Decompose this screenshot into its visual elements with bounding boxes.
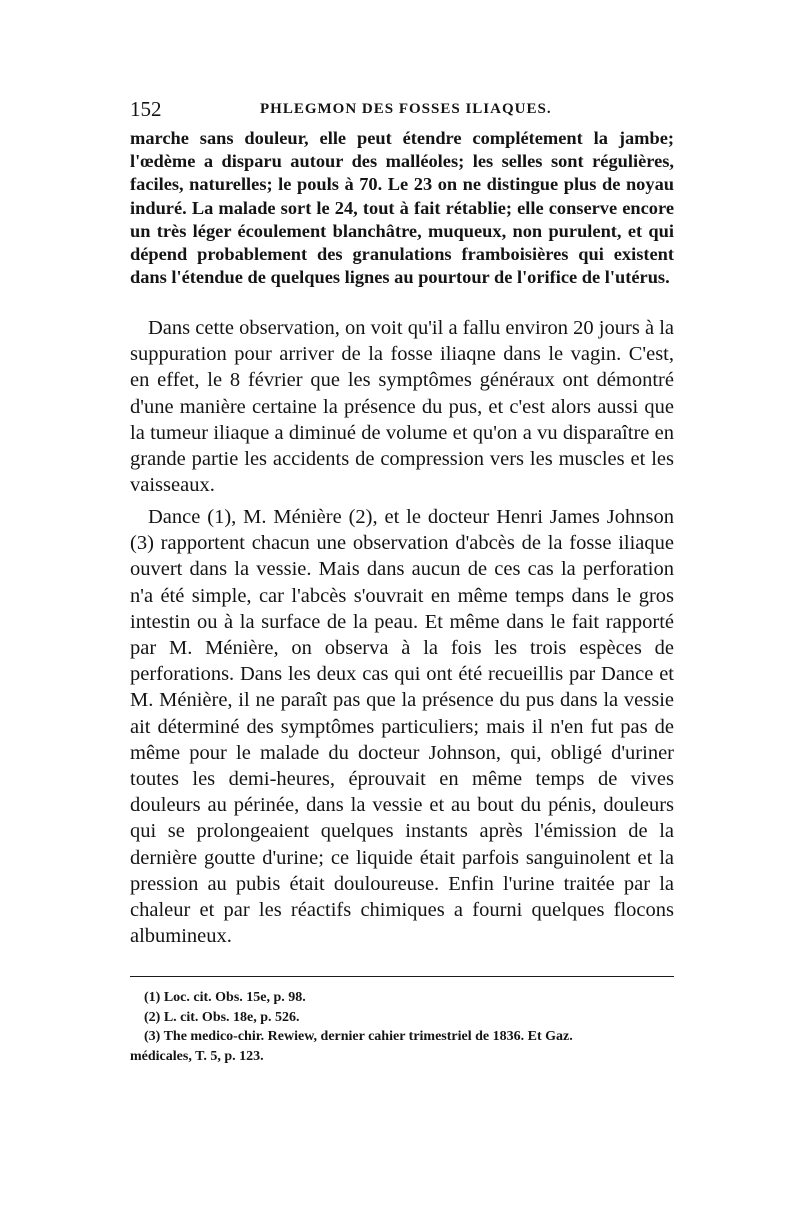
footnote-3: (3) The medico-chir. Rewiew, dernier cahier trimestriel de 1836. Et Gaz. (144, 1029, 573, 1044)
footnotes (130, 988, 674, 1066)
footnote-divider (130, 976, 674, 977)
page-number: 152 (130, 97, 162, 121)
page-header (130, 96, 675, 122)
paragraph-continued: marche sans douleur, elle peut étendre complétement la jambe; l'œdème a disparu autour des malléoles; les selles sont régulières, faciles, naturelles; le pouls à 70. Le 23 on ne distingue plus de noyau induré. La malade sort le 24, tout à fait rétablie; elle conserve encore un très léger écoulement blanchâtre, muqueux, non purulent, et qui dépend probablement des granulations framboisières qui existent dans l'étendue de quelques lignes au pourtour de l'orifice de l'utérus. (130, 128, 674, 288)
paragraph-observation: Dans cette observation, on voit qu'il a fallu environ 20 jours à la suppuration pour arriver de la fosse iliaqne dans le vagin. C'est, en effet, le 8 février que les symptômes généraux ont démontré d'une manière certaine la présence du pus, et c'est alors aussi que la tumeur iliaque a diminué de volume et qu'on a vu disparaître en grande partie les accidents de compression vers les muscles et les vaisseaux. (130, 317, 674, 497)
footnote-3-continued: médicales, T. 5, p. 123. (130, 1048, 264, 1064)
paragraph-bladder-abscess: Dance (1), M. Ménière (2), et le docteur Henri James Johnson (3) rapportent chacun une observation d'abcès de la fosse iliaque ouvert dans la vessie. Mais dans aucun de ces cas la perforation n'a été simple, car l'abcès s'ouvrait en même temps dans le gros intestin ou à la surface de la peau. Et même dans le fait rapporté par M. Ménière, on observa à la fois les trois espèces de perforations. Dans les deux cas qui ont été recueillis par Dance et M. Ménière, il ne paraît pas que la présence du pus dans la vessie ait déterminé des symptômes particuliers; mais il n'en fut pas de même pour le malade du docteur Johnson, qui, obligé d'uriner toutes les demi-heures, éprouvait en même temps de vives douleurs au périnée, dans la vessie et au bout du pénis, douleurs qui se prolongeaient quelques instants après l'émission de la dernière goutte d'urine; ce liquide était parfois sanguinolent et la pression au pubis était douloureuse. Enfin l'urine traitée par la chaleur et par les réactifs chimiques a fourni quelques flocons albumineux. (130, 506, 674, 948)
running-title: PHLEGMON DES FOSSES ILIAQUES. (260, 101, 552, 117)
footnote-1: (1) Loc. cit. Obs. 15e, p. 98. (144, 990, 306, 1005)
footnote-2: (2) L. cit. Obs. 18e, p. 526. (144, 1009, 300, 1025)
